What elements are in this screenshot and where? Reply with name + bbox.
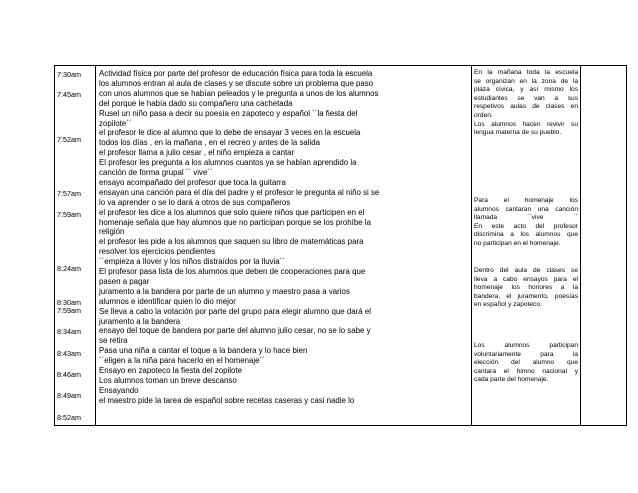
activity-line: juramento a la bandera [99, 316, 181, 326]
activity-line: Ensayo en zapoteco la fiesta del zopilote [99, 366, 243, 375]
observation-note-line: cada parte del homenaje. [474, 376, 549, 384]
activity-line: todos los días , en la mañana , en el recreo y antes de la salida [99, 138, 321, 148]
timestamp: 7:52am [57, 135, 81, 144]
observation-note-line: se organizan en la zona de la [474, 77, 578, 85]
observation-note-line: Dentro del aula de clases se [474, 267, 578, 274]
observation-note-line: no participan en el homenaje. [474, 240, 561, 247]
timestamp: 7:45am [57, 90, 81, 99]
activity-line: juramento a la bandera por parte de un alumno y maestro pasa a varios [99, 286, 350, 296]
observation-note-line: En la mañana toda la escuela [474, 69, 578, 76]
observation-table [54, 65, 627, 426]
activity-line: El profesor pasa lista de los alumnos que deben de cooperaciones para que [99, 267, 366, 276]
timestamp: 8:30am [57, 298, 81, 307]
activity-line: alumnos e identificar quien lo dio mejor [99, 296, 236, 306]
table-row [55, 66, 627, 426]
activity-line: ensayan una canción para el día del padre y el profesor le pregunta al niño si se [99, 187, 380, 197]
activity-line: Los alumnos toman un breve descanso [99, 375, 237, 385]
activity-line: el profesor llama a julio cesar , el niño empieza a cantar [99, 148, 295, 158]
timestamp: 8:52am [57, 413, 81, 422]
observation-note-line: voluntariamente para la [474, 350, 578, 358]
activity-line: el maestro pide la tarea de español sobre recetas caseras y casi nadie lo [99, 395, 355, 405]
activity-line: Se lleva a cabo la votación por parte del grupo para elegir alumno que dará el [99, 306, 371, 316]
timestamp: 8:24am [57, 264, 81, 273]
activity-line: El profesor les pregunta a los alumnos cuantos ya se habían aprendido la [99, 158, 357, 168]
timestamp: 7:30am [57, 70, 81, 79]
activity-line: canción de forma grupal ´´ vive´´ [99, 168, 213, 177]
activity-line: ensayo del toque de bandera por parte del alumno julio cesar, no se lo sabe y [99, 326, 371, 336]
observation-note-line: orden. [474, 112, 493, 119]
observation-note-line: En este acto del profesor [474, 222, 578, 230]
activity-line: se retira [99, 336, 128, 346]
observation-note-line: lengua materna de su pueblo. [474, 129, 562, 137]
observation-note-line: Para el homenaje los [474, 197, 578, 204]
observation-note-line: Los alumnos hacen revivir su [474, 120, 578, 128]
activity-line: ´´eligen a la niña para hacerlo en el homenaje´´ [99, 356, 265, 366]
activity-line: los alumnos entran al aula de clases y se discute sobre un problema que paso [99, 78, 374, 88]
observation-note-line: homenaje los honores a la [474, 284, 578, 292]
activity-line: ´´empieza a llover y los niños distraídos por la lluvia´´ [99, 257, 285, 267]
activity-line: Rusel un niño pasa a decir su poesía en zapoteco y español ´´la fiesta del [99, 108, 358, 118]
activity-line: lo va aprender o se lo dará a otros de sus compañeros [99, 197, 291, 207]
observation-note-line: lleva a cabo ensayos para el [474, 275, 578, 283]
activity-line: el profesor les pide a los alumnos que saquen su libro de matemáticas para [99, 237, 364, 247]
activity-line: Ensayando [99, 385, 139, 395]
activity-line: el profesor les dice a los alumnos que solo quiere niños que participen en el [99, 207, 365, 217]
activity-line: religión [99, 227, 125, 237]
observation-note-line: en español y zapoteco. [474, 301, 542, 309]
observation-note-line: cantara el himno nacional y [474, 367, 578, 375]
timestamp: 8:43am [57, 349, 81, 358]
activity-line: zopilote´´ [99, 118, 132, 128]
activity-line: pasen a pagar [99, 276, 150, 286]
activity-line: Actividad física por parte del profesor de educación física para toda la escuela [99, 69, 373, 78]
time-column-cell [55, 66, 96, 426]
observation-note-line: plaza cívica, y así mismo los [474, 86, 578, 94]
timestamp: 7:57am [57, 189, 81, 198]
timestamp: 8:46am [57, 370, 81, 379]
activity-line: homenaje señala que hay alumnos que no participan porque se los prohíbe la [99, 217, 371, 227]
activities-column-cell [96, 66, 472, 426]
activity-line: del porque le había dado su compañero una cachetada [99, 98, 293, 108]
activity-line: con unos alumnos que se habían peleados y le pregunta a unos de los alumnos [99, 88, 379, 98]
observation-note-line: respetivos aulas de clases en [474, 103, 578, 111]
timestamp: 7:59am [57, 210, 81, 219]
activity-line: ensayo acompañado del profesor que toca la guitarra [99, 177, 286, 187]
observation-note-line: bandera, el juramento, poesías [474, 292, 578, 300]
notes-column-cell [472, 66, 581, 426]
observation-note-line: estudiantes se van a sus [474, 94, 578, 102]
timestamp: 7:59am [57, 306, 81, 315]
activity-line: el profesor le dice al alumno que lo debe de ensayar 3 veces en la escuela [99, 128, 361, 138]
activity-line: Pasa una niña a cantar el toque a la bandera y lo hace bien [99, 346, 308, 356]
activity-line: resolver los ejercicios pendientes [99, 247, 216, 257]
timestamp: 8:34am [57, 327, 81, 336]
observation-note-line: alumnos cantaran una canción [474, 205, 578, 213]
timestamp: 8:49am [57, 391, 81, 400]
observation-note-line: Los alumnos participan [474, 342, 578, 349]
observation-note-line: discrimina a los alumnos que [474, 231, 578, 239]
empty-column-cell [581, 66, 627, 426]
observation-note-line: elección del alumno que [474, 359, 578, 367]
observation-note-line: llamada ´´vive ´´ [474, 214, 578, 222]
